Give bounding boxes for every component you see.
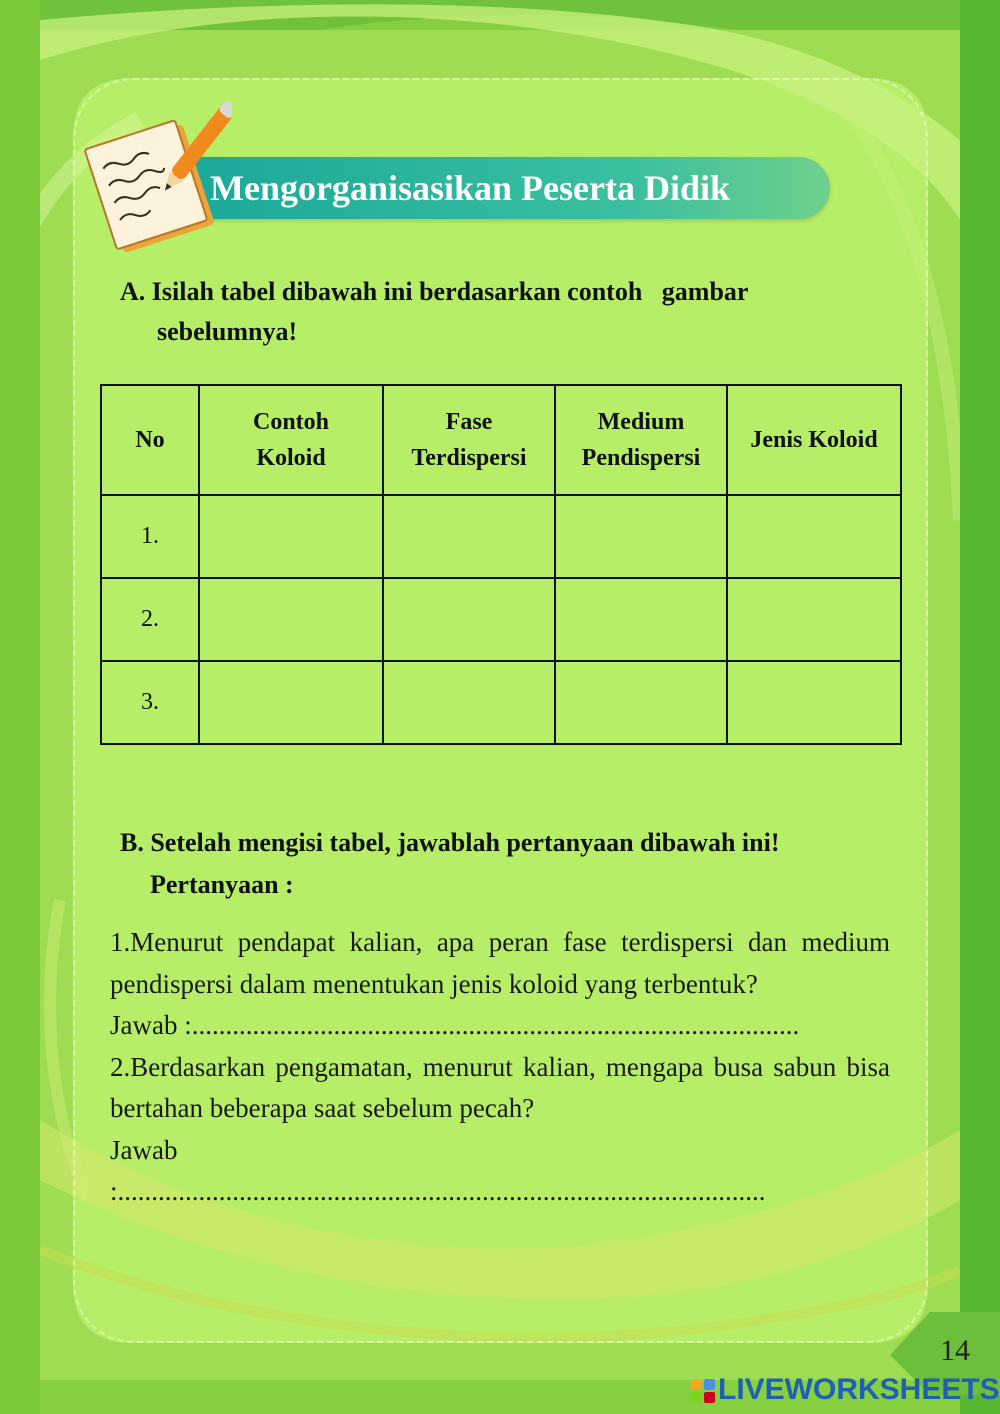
header-jenis-koloid: Jenis Koloid <box>727 385 901 495</box>
page-title: Mengorganisasikan Peserta Didik <box>210 168 731 208</box>
header-contoh-koloid: Contoh Koloid <box>199 385 383 495</box>
koloid-table <box>100 384 902 745</box>
table-row <box>101 495 901 578</box>
row-number: 2. <box>101 578 199 661</box>
medium-pendispersi-cell[interactable] <box>555 578 727 661</box>
row-number: 3. <box>101 661 199 744</box>
page-number: 14 <box>940 1334 970 1367</box>
watermark-text: LIVEWORKSHEETS <box>718 1373 1000 1406</box>
fase-terdispersi-cell[interactable] <box>383 495 555 578</box>
row-number: 1. <box>101 495 199 578</box>
table-row <box>101 661 901 744</box>
liveworksheets-watermark <box>690 1372 1000 1408</box>
contoh-koloid-cell[interactable] <box>199 495 383 578</box>
question-1: 1.Menurut pendapat kalian, apa peran fase terdispersi dan medium pendispersi dalam menentukan jenis koloid yang terbentuk? <box>110 927 890 999</box>
section-a-line1: A. Isilah tabel dibawah ini berdasarkan contoh gambar <box>120 277 749 306</box>
section-b-subheading: Pertanyaan : <box>150 870 294 899</box>
fase-terdispersi-cell[interactable] <box>383 661 555 744</box>
header-medium-pendispersi: Medium Pendispersi <box>555 385 727 495</box>
contoh-koloid-cell[interactable] <box>199 661 383 744</box>
contoh-koloid-cell[interactable] <box>199 578 383 661</box>
answer-2-field[interactable]: :................................................................................................ <box>110 1176 766 1206</box>
jenis-koloid-cell[interactable] <box>727 495 901 578</box>
questions-block <box>110 922 890 1213</box>
answer-2-label: Jawab <box>110 1134 178 1165</box>
medium-pendispersi-cell[interactable] <box>555 495 727 578</box>
section-b-heading: B. Setelah mengisi tabel, jawablah pertanyaan dibawah ini! <box>120 828 780 857</box>
header-fase-terdispersi: Fase Terdispersi <box>383 385 555 495</box>
section-b-instruction <box>120 822 900 906</box>
answer-1-field[interactable]: Jawab :.......................................................................................... <box>110 1010 800 1040</box>
table-header-row <box>101 385 901 495</box>
medium-pendispersi-cell[interactable] <box>555 661 727 744</box>
section-a-instruction <box>120 272 840 352</box>
fase-terdispersi-cell[interactable] <box>383 578 555 661</box>
section-a-line2: sebelumnya! <box>157 317 298 346</box>
notebook-pen-icon <box>72 96 232 256</box>
liveworksheets-logo-icon <box>690 1378 716 1404</box>
header-no: No <box>101 385 199 495</box>
jenis-koloid-cell[interactable] <box>727 578 901 661</box>
table-row <box>101 578 901 661</box>
jenis-koloid-cell[interactable] <box>727 661 901 744</box>
question-2: 2.Berdasarkan pengamatan, menurut kalian, mengapa busa sabun bisa bertahan beberapa saat sebelum pecah? <box>110 1051 890 1123</box>
